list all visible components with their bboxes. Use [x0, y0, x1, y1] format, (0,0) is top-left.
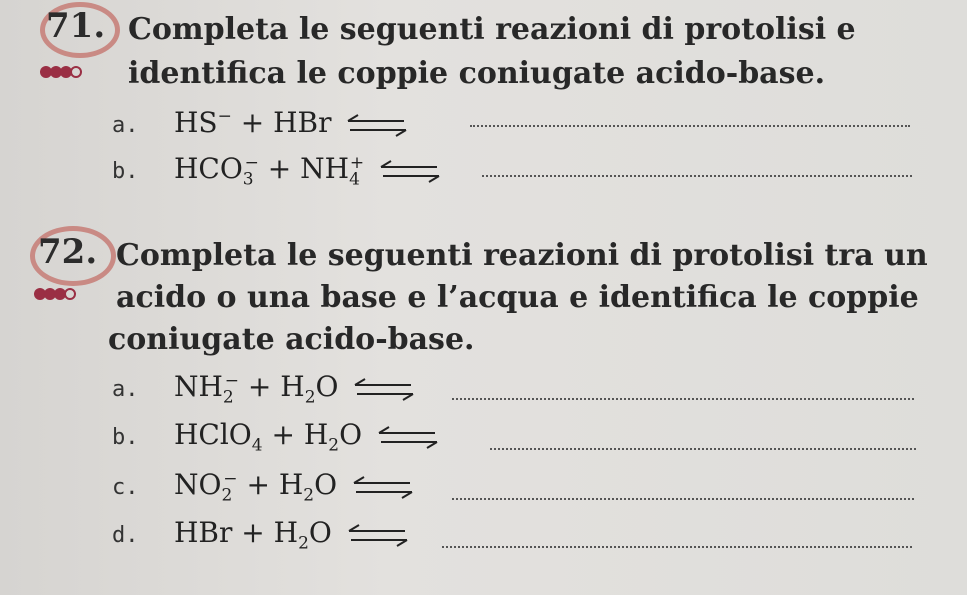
equilibrium-arrow-icon — [346, 113, 408, 137]
exercise-71-number: 71. — [46, 6, 106, 46]
exercise-71-item-b — [112, 152, 441, 190]
item-letter: b. — [112, 425, 139, 450]
reaction-equation: $NO_2^- + H_2O$ — [174, 468, 414, 506]
answer-blank[interactable] — [490, 448, 916, 450]
item-letter: b. — [112, 159, 139, 184]
difficulty-dots — [40, 66, 80, 78]
exercise-72-item-a — [112, 370, 415, 408]
exercise-72-statement-line2: acido o una base e l’acqua e identifica le coppie — [116, 280, 919, 315]
equilibrium-arrow-icon — [353, 377, 415, 401]
difficulty-dot-empty — [70, 66, 82, 78]
difficulty-dots — [34, 288, 74, 300]
item-letter: d. — [112, 523, 139, 548]
exercise-72-item-c — [112, 468, 414, 506]
answer-blank[interactable] — [470, 125, 910, 127]
answer-blank[interactable] — [452, 498, 914, 500]
item-letter: a. — [112, 113, 139, 138]
item-letter: c. — [112, 475, 139, 500]
answer-blank[interactable] — [482, 175, 912, 177]
exercise-72-number: 72. — [38, 232, 98, 272]
equilibrium-arrow-icon — [379, 159, 441, 183]
reaction-equation: $NH_2^- + H_2O$ — [174, 370, 415, 408]
equilibrium-arrow-icon — [347, 523, 409, 547]
reaction-equation: HClO$_4$ + $H_2O$ — [174, 418, 439, 456]
answer-blank[interactable] — [452, 398, 914, 400]
reaction-equation: HS− + HBr — [174, 106, 408, 139]
exercise-71-statement-line2: identifica le coppie coniugate acido-base. — [128, 56, 826, 91]
exercise-72-statement-line3: coniugate acido-base. — [108, 322, 475, 357]
answer-blank[interactable] — [442, 546, 912, 548]
reaction-equation: HBr + $H_2O$ — [174, 516, 409, 554]
exercise-71-item-a — [112, 106, 408, 139]
equilibrium-arrow-icon — [352, 475, 414, 499]
exercise-72-item-b — [112, 418, 439, 456]
exercise-72-statement-line1: Completa le seguenti reazioni di protolisi tra un — [116, 238, 928, 273]
difficulty-dot-empty — [64, 288, 76, 300]
item-letter: a. — [112, 377, 139, 402]
exercise-72-item-d — [112, 516, 409, 554]
equilibrium-arrow-icon — [377, 425, 439, 449]
exercise-71-statement-line1: Completa le seguenti reazioni di protolisi e — [128, 12, 856, 47]
reaction-equation: $HCO_3^- + NH_4^+$ — [174, 152, 441, 190]
